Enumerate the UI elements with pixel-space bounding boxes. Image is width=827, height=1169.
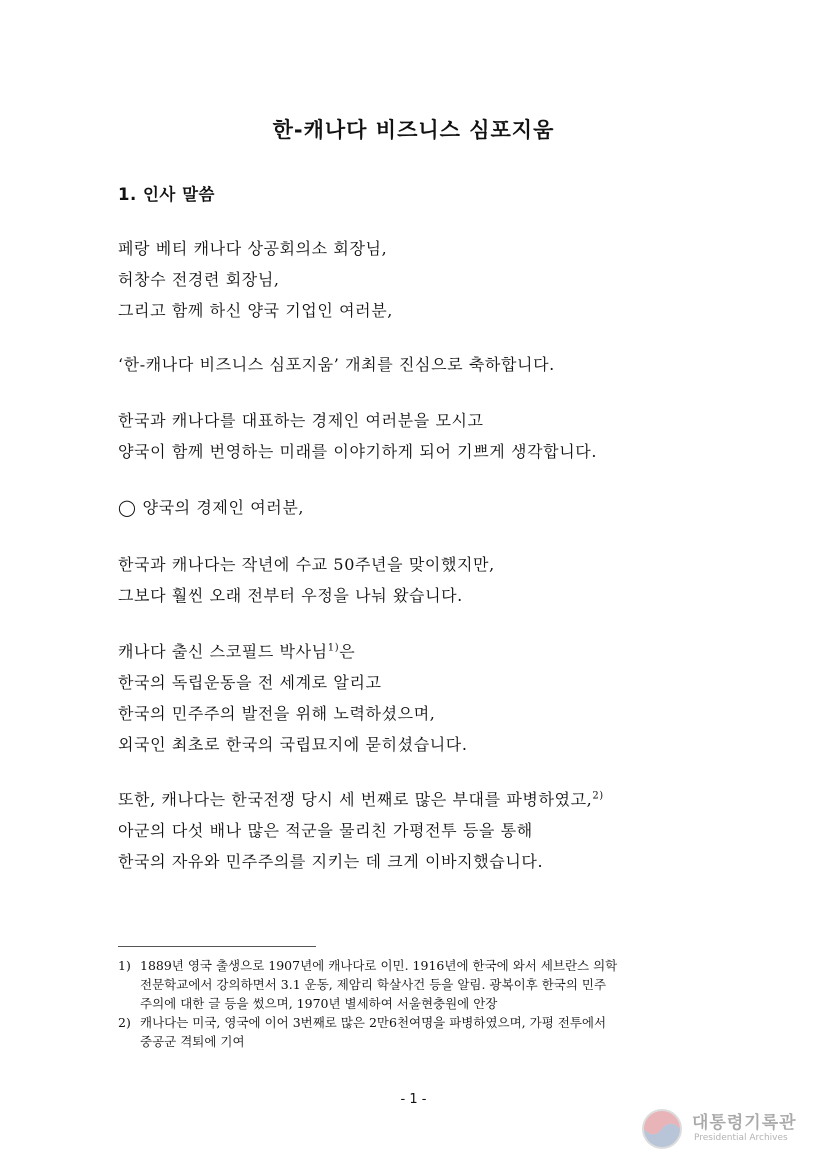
section-heading: 1. 인사 말씀 (118, 185, 215, 204)
bullet-text: 양국의 경제인 여러분, (142, 498, 305, 517)
body-line: 한국과 캐나다를 대표하는 경제인 여러분을 모시고 (118, 411, 484, 430)
body-line: 외국인 최초로 한국의 국립묘지에 묻히셨습니다. (118, 735, 468, 754)
body-line: 양국이 함께 번영하는 미래를 이야기하게 되어 기쁘게 생각합니다. (118, 442, 597, 461)
body-line: 한국의 자유와 민주주의를 지키는 데 크게 이바지했습니다. (118, 852, 544, 871)
footnote-text: 전문학교에서 강의하면서 3.1 운동, 제암리 학살사건 등을 알림. 광복이후 한국의 민주 (140, 977, 607, 992)
body-line: ‘한-캐나다 비즈니스 심포지움’ 개최를 진심으로 축하합니다. (118, 355, 555, 374)
footnote-number: 1) (118, 958, 131, 973)
circle-bullet-icon: ◯ (118, 498, 137, 517)
document-title: 한-캐나다 비즈니스 심포지움 (272, 118, 555, 142)
footnote-2 (118, 1013, 713, 1051)
page-number: - 1 - (400, 1092, 427, 1107)
body-line: 아군의 다섯 배나 많은 적군을 물리친 가평전투 등을 통해 (118, 821, 533, 840)
body-line: 페랑 베티 캐나다 상공회의소 회장님, (118, 239, 388, 258)
footnote-text: 중공군 격퇴에 기여 (140, 1034, 245, 1049)
body-text: 은 (339, 642, 356, 661)
watermark-name: 대통령기록관 (692, 1113, 797, 1133)
footnote-ref-2[interactable]: 2) (592, 790, 604, 802)
body-text: 또한, 캐나다는 한국전쟁 당시 세 번째로 많은 부대를 파병하였고, (118, 790, 593, 809)
body-line: 그보다 훨씬 오래 전부터 우정을 나눠 왔습니다. (118, 586, 463, 605)
body-line: 한국의 독립운동을 전 세계로 알리고 (118, 673, 382, 692)
body-line: 그리고 함께 하신 양국 기업인 여러분, (118, 301, 393, 320)
archives-logo-icon (640, 1107, 684, 1151)
body-line (118, 639, 355, 662)
body-text: 캐나다 출신 스코필드 박사님 (118, 642, 328, 661)
bullet-line (118, 495, 304, 518)
footnote-text: 주의에 대한 글 등을 썼으며, 1970년 별세하여 서울현충원에 안장 (140, 996, 498, 1011)
body-line (118, 787, 604, 810)
footnote-text: 1889년 영국 출생으로 1907년에 캐나다로 이민. 1916년에 한국에 와서 세브란스 의학 (140, 958, 618, 973)
archives-watermark (640, 1104, 810, 1154)
body-line: 한국과 캐나다는 작년에 수교 50주년을 맞이했지만, (118, 555, 495, 574)
watermark-subtitle: Presidential Archives (694, 1133, 788, 1143)
footnote-number: 2) (118, 1015, 131, 1030)
footnote-text: 캐나다는 미국, 영국에 이어 3번째로 많은 2만6천여명을 파병하였으며, 가평 전투에서 (140, 1015, 607, 1030)
body-line: 한국의 민주주의 발전을 위해 노력하셨으며, (118, 704, 436, 723)
body-line: 허창수 전경련 회장님, (118, 270, 280, 289)
footnote-divider (118, 946, 316, 947)
footnote-ref-1[interactable]: 1) (327, 642, 340, 654)
footnote-1 (118, 956, 713, 1013)
